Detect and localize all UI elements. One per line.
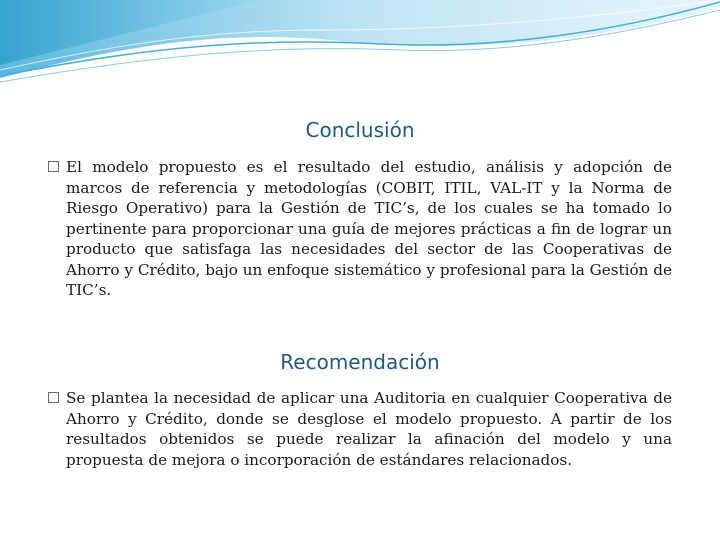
conclusion-text: El modelo propuesto es el resultado del estudio, análisis y adopción de marcos de referencia y metodologías (COBIT, ITIL, VAL-IT y la Norma de Riesgo Operativo) para la Gestión de TIC’s, de los cuales se ha tomado lo pertinente para proporcionar una guía de mejores prácticas a fin de lograr un producto que satisfaga las necesidades del sector de las Cooperativas de Ahorro y Crédito, bajo un enfoque sistemático y profesional para la Gestión de TIC’s. xyxy=(66,158,672,299)
conclusion-bullet xyxy=(48,157,672,301)
header-wave-decoration xyxy=(0,0,720,90)
recommendation-title: Recomendación xyxy=(280,350,440,374)
checkbox-bullet-icon xyxy=(48,392,59,403)
recommendation-text: Se plantea la necesidad de aplicar una Auditoria en cualquier Cooperativa de Ahorro y Crédito, donde se desglose el modelo propuesto. A partir de los resultados obtenidos se puede realizar la afinación del modelo y una propuesta de mejora o incorporación de estándares relacionados. xyxy=(66,389,672,469)
checkbox-bullet-icon xyxy=(48,161,59,172)
conclusion-title: Conclusión xyxy=(305,118,415,142)
recommendation-bullet xyxy=(48,388,672,470)
